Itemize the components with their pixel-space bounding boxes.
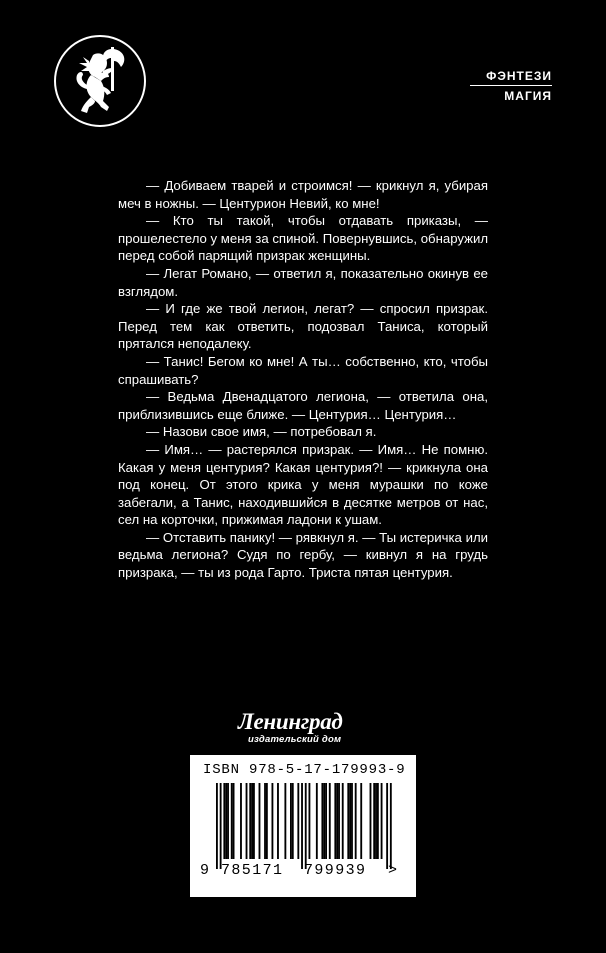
series-logo [54,35,146,127]
barcode-bar [246,783,248,859]
barcode-right-group: 799939 [304,862,367,879]
excerpt-paragraph: — И где же твой легион, легат? — спросил призрак. Перед тем как ответить, подозвал Таниса, который прятался неподалеку. [118,301,488,352]
excerpt-paragraph: — Легат Романо, — ответил я, показательно окинув ее взглядом. [118,265,488,299]
barcode-bar [329,783,331,859]
excerpt-paragraph: — Ведьма Двенадцатого легиона, — ответила она, приблизившись еще ближе. — Центурия… Центурия… [118,389,488,422]
barcode-bar [233,783,235,859]
barcode-bar [216,783,218,869]
barcode-bar [381,783,383,859]
barcode-bar [301,783,303,869]
barcode-bar [277,783,279,859]
excerpt-paragraph: — Танис! Бегом ко мне! А ты… собственно, кто, чтобы спрашивать? [118,353,488,387]
excerpt-paragraph: — Отставить панику! — рявкнул я. — Ты истеричка или ведьма легиона? Судя по гербу, — кивнул я на грудь призрака, — ты из рода Гарто. Триста пятая центурия. [118,529,488,581]
publisher-name: Ленинград [238,709,343,734]
barcode-bar [370,783,372,859]
barcode-bar [321,783,323,859]
genre-tags [470,68,552,104]
barcode-bar [266,783,268,859]
excerpt-paragraph: — Имя… — растерялся призрак. — Имя… Не помню. Какая у меня центурия? Какая центурия?! — крикнула она под конец. От этого крика у меня мурашки по коже забегали, а Танис, находившийся в десятке метров от нас, сел на корточки, прижимая ладони к ушам. [118,441,488,528]
excerpt-paragraph: — Кто ты такой, чтобы отдавать приказы, — прошелестело у меня за спиной. Повернувшись, обнаружил перед собой парящий призрак женщины. [118,213,489,264]
barcode-bar [225,783,227,859]
barcode-bar [231,783,233,859]
barcode-bar [334,783,336,859]
barcode-bar [253,783,255,859]
lion-with-axe-icon [65,41,135,121]
barcode-bar [297,783,299,859]
barcode-bar [240,783,242,859]
barcode-bar [309,783,311,859]
barcode-bar [220,783,222,869]
barcode-bar [390,783,392,869]
barcode-bar [351,783,353,859]
excerpt-paragraph: — Назови свое имя, — потребовал я. [146,424,377,440]
barcode-first-digit: 9 [200,862,210,879]
barcode-bar [377,783,379,859]
barcode-bar [338,783,340,859]
barcode-bar [373,783,375,859]
publisher-logo [238,710,398,745]
barcode-bar [290,783,292,859]
barcode-bar [386,783,388,869]
barcode-bar [292,783,294,859]
genre-tag-magic: МАГИЯ [504,89,552,103]
barcode-bar [347,783,349,859]
barcode-bar [355,783,357,859]
barcode-bar [325,783,327,859]
barcode-bar [251,783,253,859]
publisher-subtitle: издательский дом [248,734,342,745]
barcode-bar [305,783,307,869]
barcode-bar [227,783,229,859]
barcode-bar [316,783,318,859]
genre-tag-fantasy: ФЭНТЕЗИ [486,69,552,83]
barcode-bar [349,783,351,859]
barcode-bar [272,783,274,859]
book-excerpt [118,177,488,582]
barcode-bar [223,783,225,859]
barcode-bar [360,783,362,859]
barcode-bar [264,783,266,859]
barcode-left-group: 785171 [221,862,284,879]
barcode-bar [249,783,251,859]
barcode-bar [284,783,286,859]
genre-divider [470,85,552,86]
isbn-label: ISBN 978-5-17-179993-9 [203,762,406,778]
barcode-bar [323,783,325,859]
barcode-quiet-mark: > [388,862,398,879]
excerpt-paragraph: — Добиваем тварей и строимся! — крикнул я, убирая меч в ножны. — Центурион Невий, ко мне! [118,178,488,211]
barcode-bar [336,783,338,859]
isbn-barcode [190,755,416,897]
barcode-bar [342,783,344,859]
barcode-bar [375,783,377,859]
barcode-bar [259,783,261,859]
